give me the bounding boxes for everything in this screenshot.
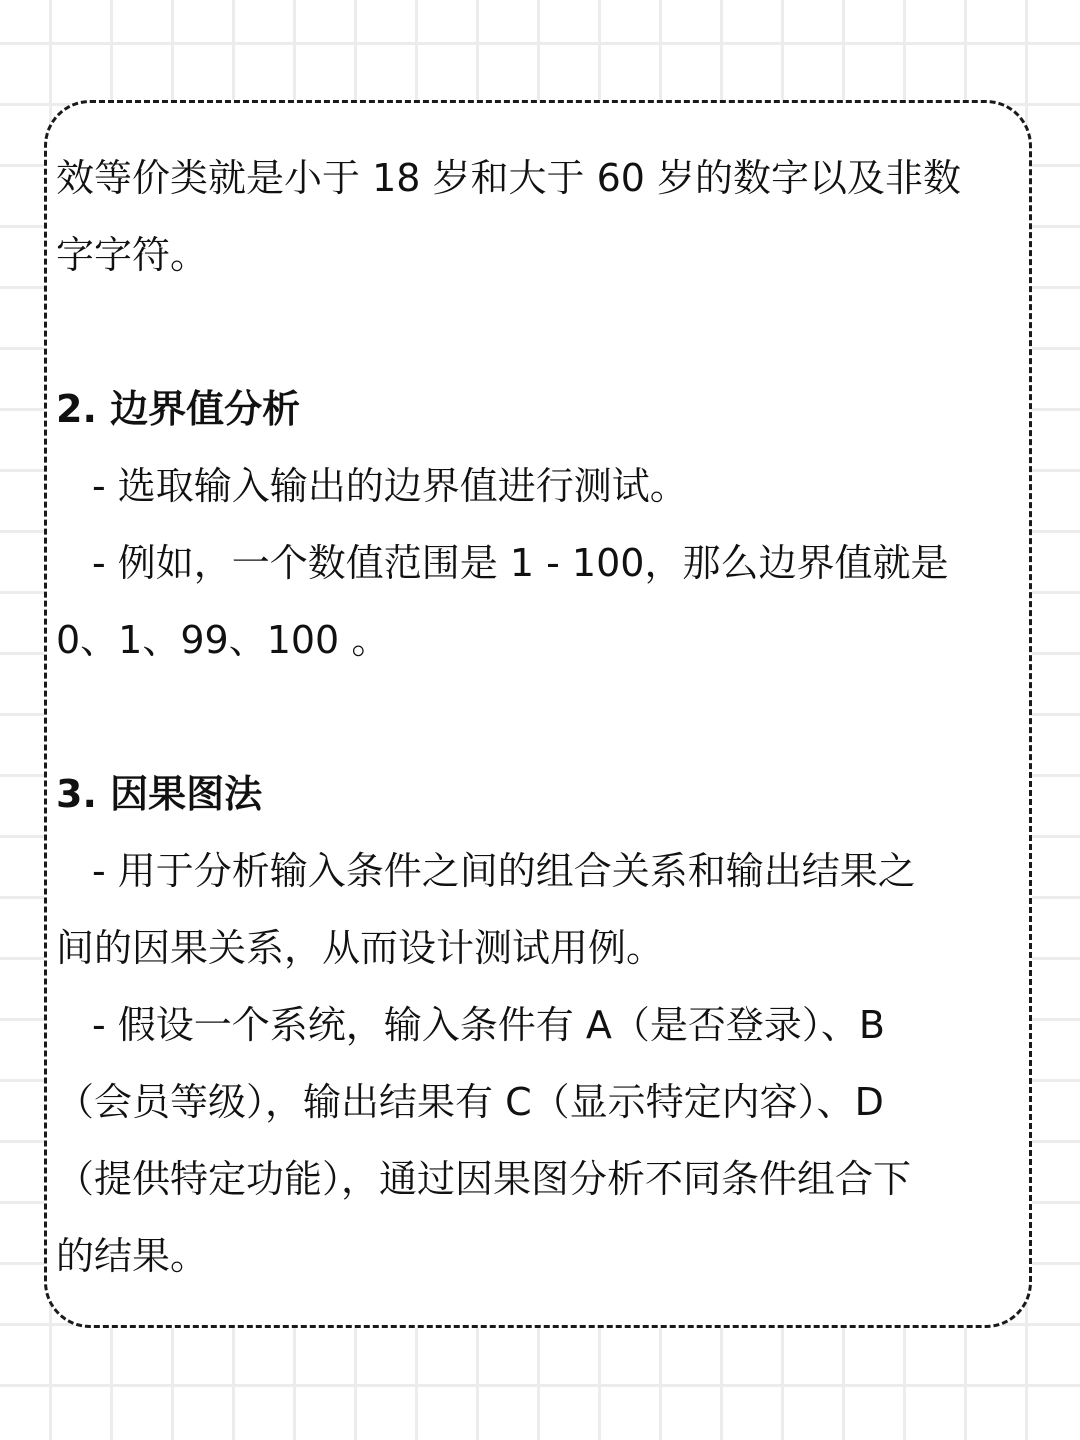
paragraph-line: 间的因果关系，从而设计测试用例。: [56, 926, 665, 970]
bullet-line: - 假设一个系统，输入条件有 A（是否登录）、B: [92, 1003, 885, 1047]
paragraph-line: 字字符。: [56, 233, 209, 277]
blank-line: [56, 679, 1022, 756]
bullet-line: - 选取输入输出的边界值进行测试。: [92, 464, 688, 508]
bullet-line: - 用于分析输入条件之间的组合关系和输出结果之: [92, 849, 916, 893]
paragraph-line: 0、1、99、100 。: [56, 618, 390, 662]
section-heading-cause-effect: 3. 因果图法: [56, 772, 263, 816]
blank-line: [56, 294, 1022, 371]
paragraph-line: （提供特定功能），通过因果图分析不同条件组合下: [56, 1157, 912, 1201]
bullet-line: - 例如，一个数值范围是 1 - 100，那么边界值就是: [92, 541, 949, 585]
paragraph-line: 的结果。: [56, 1234, 209, 1278]
paragraph-line: 效等价类就是小于 18 岁和大于 60 岁的数字以及非数: [56, 156, 962, 200]
card-text: [56, 140, 1022, 1295]
paragraph-line: （会员等级），输出结果有 C（显示特定内容）、D: [56, 1080, 884, 1124]
section-heading-boundary-value: 2. 边界值分析: [56, 387, 301, 431]
